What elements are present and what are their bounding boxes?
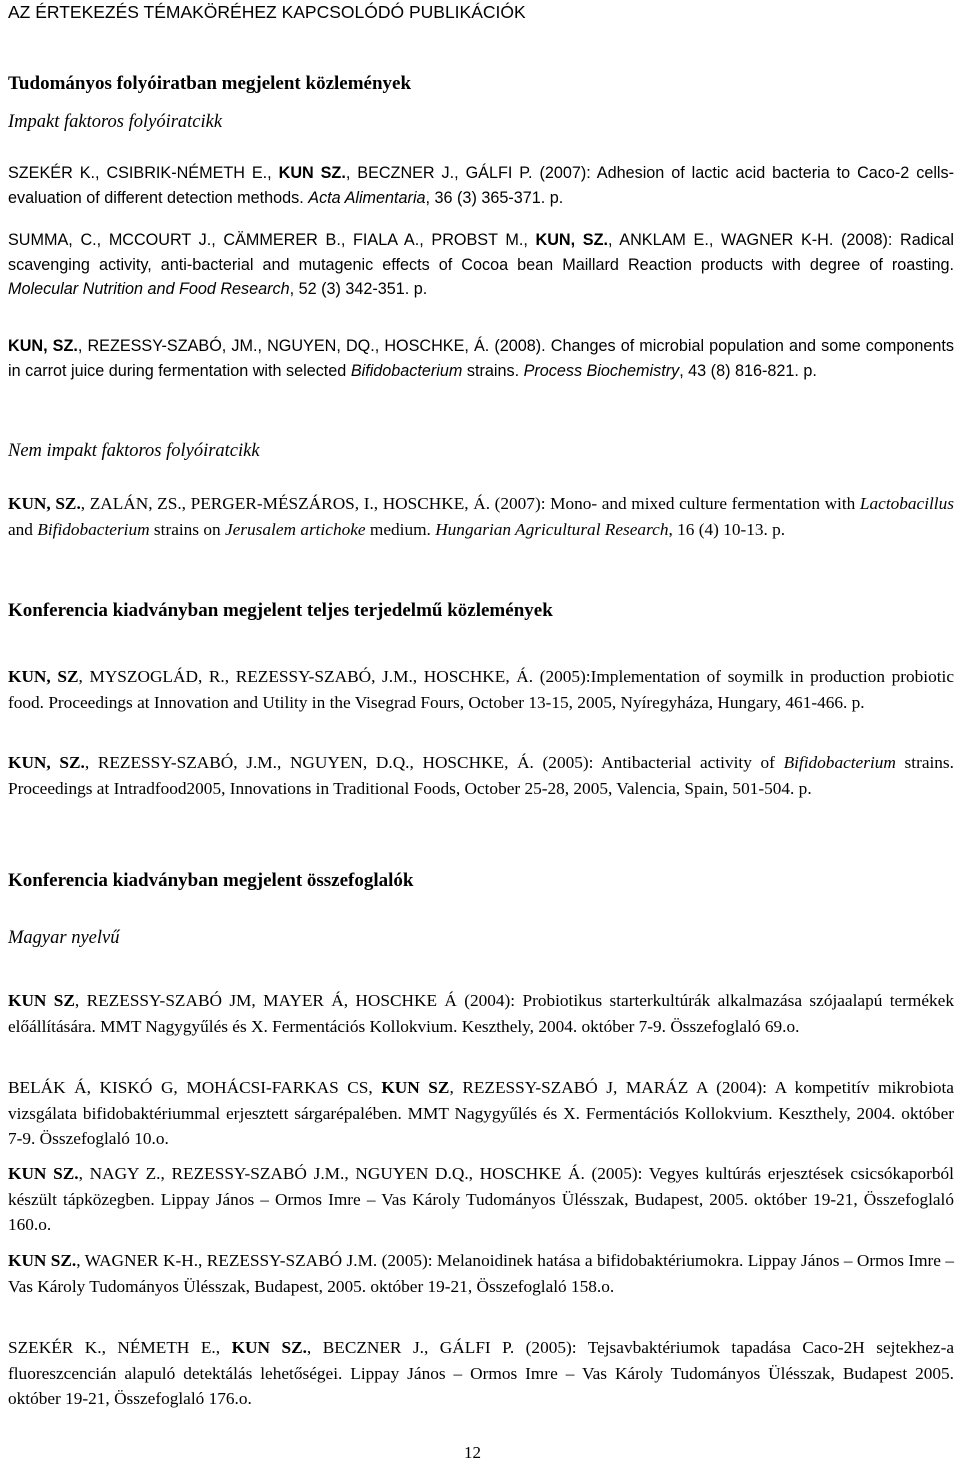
entry-text: , 43 (8) 816-821. p. — [679, 361, 817, 380]
entry-text: , BECZNER J., GÁLFI P. (2007): Adhesion of lactic acid bacteria to Caco-2 cells-evaluation of different detection methods. — [8, 164, 955, 207]
section-heading-journals: Tudományos folyóiratban megjelent közlemények — [8, 73, 412, 94]
author-name-bold: KUN, SZ. — [535, 231, 608, 249]
section-heading-conference-full: Konferencia kiadványban megjelent teljes terjedelmű közlemények — [8, 600, 553, 621]
author-name-bold: KUN SZ — [8, 991, 75, 1010]
subsection-heading-non-impact: Nem impakt faktoros folyóiratcikk — [8, 441, 260, 461]
entry-text: , REZESSY-SZABÓ J, MARÁZ A (2004): A kompetitív mikrobiota vizsgálata bifidobaktériummal erjesztett sárgarépalében. MMT Nagygyűlés és X. Fermentációs Kollokvium. Keszthely, 2004. október 7-9. Összefoglaló 10.o. — [8, 1078, 954, 1148]
entry-text: strains. — [462, 361, 524, 380]
entry-text: , REZESSY-SZABÓ, J.M., NGUYEN, D.Q., HOSCHKE, Á. (2005): Antibacterial activity of — [84, 753, 784, 772]
publication-entry — [8, 664, 954, 715]
publication-entry — [8, 1161, 954, 1238]
entry-text: and — [8, 519, 38, 539]
author-name-bold: KUN, SZ. — [8, 494, 81, 513]
subsection-heading-hungarian: Magyar nyelvű — [8, 928, 120, 948]
page-title: AZ ÉRTEKEZÉS TÉMAKÖRÉHEZ KAPCSOLÓDÓ PUBLIKÁCIÓK — [8, 2, 526, 22]
italic-title: Bifidobacterium — [350, 361, 463, 380]
italic-title: Process Biochemistry — [523, 361, 680, 380]
entry-text: SZEKÉR K., NÉMETH E., — [8, 1338, 232, 1357]
page-number: 12 — [464, 1443, 481, 1462]
section-heading-conference-abstracts: Konferencia kiadványban megjelent összefoglalók — [8, 870, 414, 891]
italic-title: Molecular Nutrition and Food Research — [8, 280, 290, 298]
publication-entry — [8, 491, 954, 542]
publication-entry — [8, 1248, 954, 1299]
entry-text: , 52 (3) 342-351. p. — [289, 280, 428, 298]
italic-title: Acta Alimentaria — [308, 188, 426, 207]
italic-title: Lactobacillus — [859, 494, 954, 513]
publication-entry — [8, 750, 954, 801]
publication-entry — [8, 1075, 954, 1152]
author-name-bold: KUN SZ. — [8, 1164, 79, 1183]
entry-text: , ZALÁN, ZS., PERGER-MÉSZÁROS, I., HOSCHKE, Á. (2007): Mono- and mixed culture fermentation with — [80, 494, 860, 513]
entry-text: , 16 (4) 10-13. p. — [668, 519, 786, 539]
entry-text: BELÁK Á, KISKÓ G, MOHÁCSI-FARKAS CS, — [8, 1078, 382, 1097]
subsection-heading-impact: Impakt faktoros folyóiratcikk — [8, 112, 223, 132]
publication-entry — [8, 334, 954, 383]
publication-entry — [8, 988, 954, 1039]
author-name-bold: KUN, SZ — [8, 667, 79, 686]
entry-text: , BECZNER J., GÁLFI P. (2005): Tejsavbaktériumok tapadása Caco-2H sejtekhez-a fluoreszcencián alapuló detektálás lehetőségei. Lippay János – Ormos Imre – Vas Károly Tudományos Ülésszak, Budapest 2005. október 19-21, Összefoglaló 176.o. — [8, 1338, 954, 1408]
entry-text: , NAGY Z., REZESSY-SZABÓ J.M., NGUYEN D.Q., HOSCHKE Á. (2005): Vegyes kultúrás erjesztések csicsókaporból készült tápközegben. Lippay János – Ormos Imre – Vas Károly Tudományos Ülésszak, Budapest, 2005. október 19-21, Összefoglaló 160.o. — [8, 1164, 954, 1234]
author-name-bold: KUN SZ — [381, 1078, 450, 1097]
entry-text: , REZESSY-SZABÓ JM, MAYER Á, HOSCHKE Á (2004): Probiotikus starterkultúrák alkalmazása szójaalapú termékek előállítására. MMT Nagygyűlés és X. Fermentációs Kollokvium. Keszthely, 2004. október 7-9. Összefoglaló 69.o. — [8, 991, 954, 1036]
author-name-bold: KUN SZ. — [278, 164, 346, 182]
entry-text: strains on — [149, 519, 225, 539]
entry-text: , MYSZOGLÁD, R., REZESSY-SZABÓ, J.M., HOSCHKE, Á. (2005):Implementation of soymilk in production probiotic food. Proceedings at Innovation and Utility in the Visegrad Fours, October 13-15, 2005, Nyíregyháza, Hungary, 461-466. p. — [8, 667, 954, 712]
publication-entry — [8, 161, 954, 210]
entry-text: medium. — [365, 519, 436, 539]
entry-text: , 36 (3) 365-371. p. — [425, 188, 564, 207]
author-name-bold: KUN SZ. — [231, 1338, 307, 1357]
author-name-bold: KUN SZ. — [8, 1251, 77, 1270]
entry-text: SZEKÉR K., CSIBRIK-NÉMETH E., — [8, 164, 279, 182]
entry-text: SUMMA, C., MCCOURT J., CÄMMERER B., FIALA A., PROBST M., — [8, 231, 536, 249]
italic-title: Bifidobacterium — [37, 519, 150, 539]
entry-text: strains. Proceedings at Intradfood2005, Innovations in Traditional Foods, October 25-28, 2005, Valencia, Spain, 501-504. p. — [8, 753, 954, 798]
italic-title: Hungarian Agricultural Research — [435, 519, 669, 539]
entry-text: , WAGNER K-H., REZESSY-SZABÓ J.M. (2005): Melanoidinek hatása a bifidobaktériumokra. Lippay János – Ormos Imre – Vas Károly Tudományos Ülésszak, Budapest, 2005. október 19-21, Összefoglaló 158.o. — [8, 1251, 954, 1296]
publication-entry — [8, 1335, 954, 1412]
italic-title: Bifidobacterium — [783, 753, 896, 772]
author-name-bold: KUN, SZ. — [8, 753, 85, 772]
publication-entry — [8, 228, 954, 302]
italic-title: Jerusalem artichoke — [224, 519, 366, 539]
entry-text: , ANKLAM E., WAGNER K-H. (2008): Radical scavenging activity, anti-bacterial and mutagenic effects of Cocoa bean Maillard Reaction products with degree of roasting. — [8, 231, 955, 274]
author-name-bold: KUN, SZ. — [8, 337, 78, 355]
entry-text: , REZESSY-SZABÓ, JM., NGUYEN, DQ., HOSCHKE, Á. (2008). Changes of microbial population and some components in carrot juice during fermentation with selected — [8, 337, 954, 380]
